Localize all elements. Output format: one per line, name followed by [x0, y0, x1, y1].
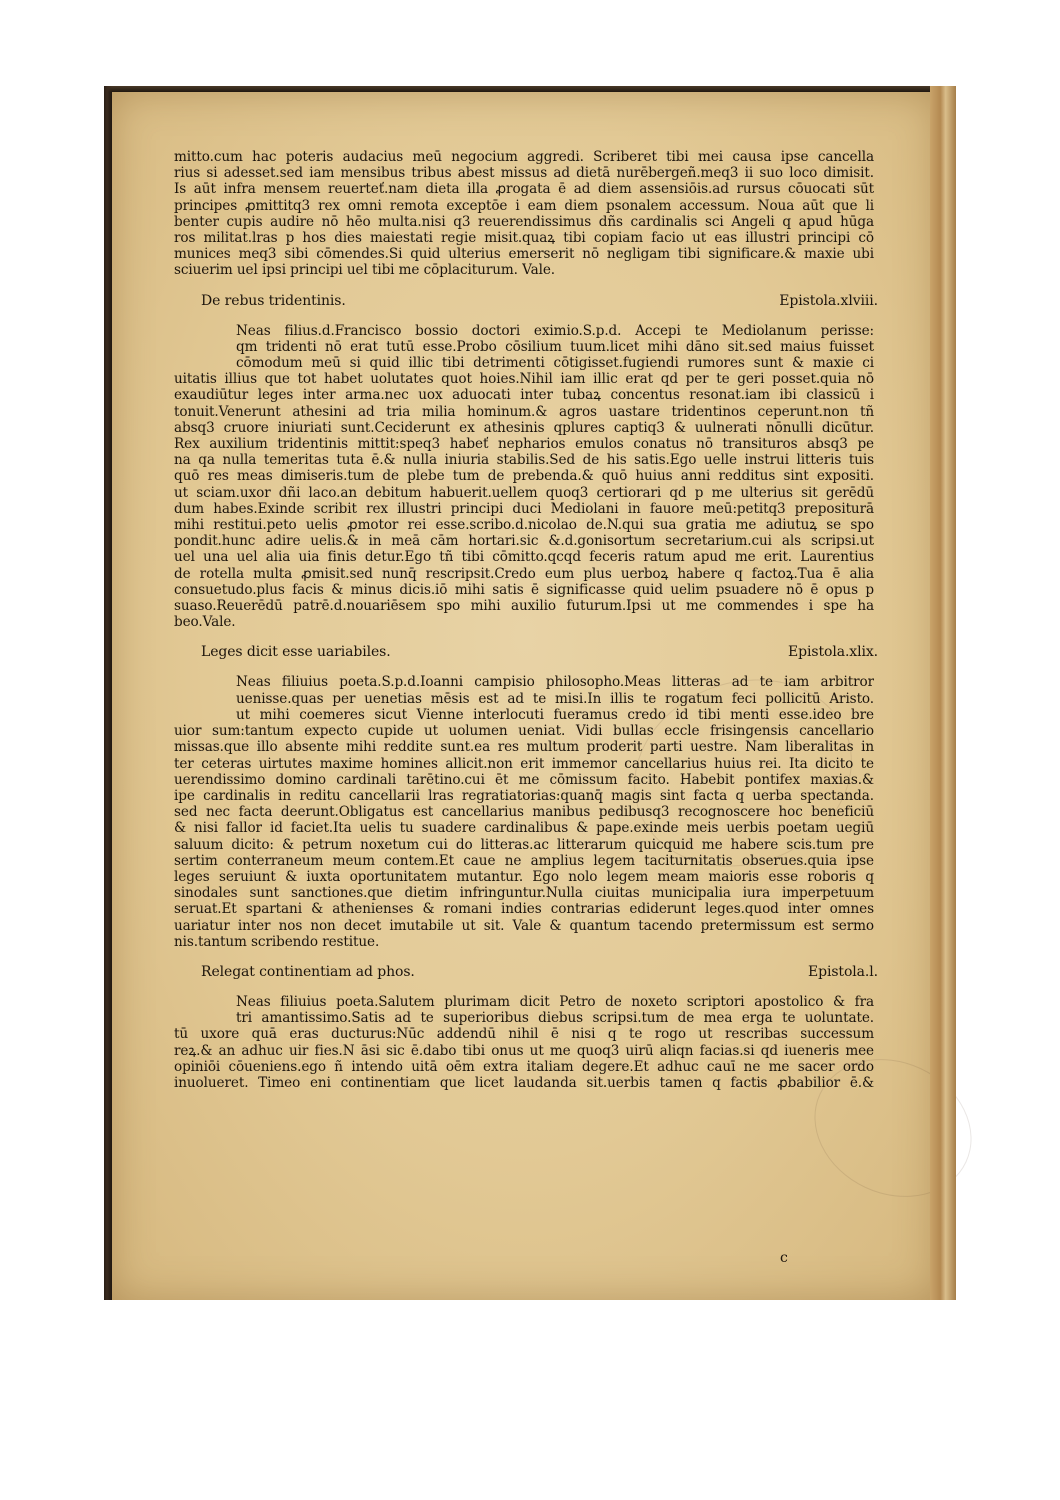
page-text	[174, 149, 878, 1091]
text-block-3b	[174, 723, 874, 950]
text-line: ut sciam.uxor dñi laco.an debitum habuerit.uellem quoq3 certiorari qd p me ulterius sit gerēdū	[174, 484, 874, 501]
text-line: ut mihi coemeres sicut Vienne interlocuti fueramus credo id tibi menti esse.ideo bre	[236, 706, 874, 723]
text-line: ipe cardinalis in reditu cancellarii lras regratiatorias:quanq̄ magis sint facta q uerba spectanda.	[174, 787, 874, 804]
text-line: mitto.cum hac poteris audacius meū negocium aggredi. Scriberet tibi mei causa ipse cancella	[174, 149, 874, 165]
text-line: inuolueret. Timeo eni continentiam que licet laudanda sit.uerbis tamen q factis ꝓbabilior ē.&	[174, 1074, 874, 1091]
letter-number: Epistola.xlviii.	[779, 292, 878, 309]
text-line: absq3 cruore iniuriati sunt.Ceciderunt ex athesinis qplures captiq3 & uulnerati nōnulli dicūtur.	[174, 419, 874, 436]
text-line: rius si adesset.sed iam mensibus tribus abest missus ad dietā nurēbergeñ.meq3 ii suo loco dimisit.	[174, 165, 874, 182]
letter-heading	[174, 644, 878, 662]
text-line: uerendissimo domino cardinali tarētino.cui ēt me cōmissum facito. Habebit pontifex maxias.&	[174, 771, 874, 788]
text-line: pondit.hunc adire uelis.& in meā cām hortari.sic &.d.gonisortum secretarium.cui als scripsi.ut	[174, 533, 874, 550]
text-line: quō res meas dimiseris.tum de plebe tum de prebenda.& quō huius anni redditus sint expositi.	[174, 468, 874, 485]
text-line: opiniōi cōueniens.ego ñ intendo uitā oēm extra italiam degere.Et adhuc cauī ne me sacer ordo	[174, 1058, 874, 1075]
text-line: saluum dicito: & petrum noxetum cui do litteras.ac litterarum quicquid me habere scis.tum pre	[174, 836, 874, 853]
book-page	[112, 92, 936, 1300]
text-line: tri amantissimo.Satis ad te superioribus diebus scripsi.tum de mea erga te uoluntate.	[236, 1010, 874, 1027]
text-line: nis.tantum scribendo restitue.	[174, 933, 380, 950]
text-line: ter ceteras uirtutes maxime homines allicit.non erit immemor cancellarius huius rei. Ita dicito te	[174, 755, 874, 772]
letter-title: Relegat continentiam ad phos.	[201, 963, 415, 980]
text-line: exaudiūtur leges inter arma.nec uox aduocati inter tubaꝝ concentus resonat.iam ibi classicū i	[174, 387, 874, 404]
text-line: uariatur inter nos non decet imutabile ut sit. Vale & quantum tacendo pretermissum est sermo	[174, 917, 874, 934]
text-line: principes ꝓmittitq3 rex omni remota exceptōe i eam diem psonalem accessum. Noua aūt que li	[174, 197, 874, 214]
text-line: sed nec facta deerunt.Obligatus est cancellarius manibus pedibusq3 recognoscere hoc beneficiū	[174, 804, 874, 821]
text-line: reꝝ.& an adhuc uir fies.N āsi sic ē.dabo tibi onus ut me quoq3 uirū aliqn facias.si qd iueneris mee	[174, 1042, 874, 1059]
text-block-3	[174, 674, 874, 723]
text-line: cōmodum meū si quid illic tibi detrimenti cōtigisset.fugiendi rumores sunt & maxie ci	[236, 355, 874, 372]
text-line: sciuerim uel ipsi principi uel tibi me cōplaciturum. Vale.	[174, 262, 555, 279]
text-line: benter cupis audire nō hēo multa.nisi q3 reuerendissimus dñs cardinalis sci Angeli q apud hūga	[174, 213, 874, 230]
text-line: leges seruiunt & iuxta oportunitatem mutantur. Ego nolo legem meam maioris esse roboris q	[174, 868, 874, 885]
signature-mark: c	[780, 1250, 788, 1266]
text-line: beo.Vale.	[174, 614, 236, 631]
text-line: mihi restitui.peto uelis ꝓmotor rei esse.scribo.d.nicolao de.N.qui sua gratia me adiutuꝝ se spo	[174, 517, 874, 534]
text-block-2	[174, 323, 874, 372]
text-line: na qa nulla temeritas tuta ē.& nulla iniuria stabilis.Sed de his satis.Ego uelle instrui litteris tuis	[174, 452, 874, 469]
text-line: uior sum:tantum expecto cupide ut uolumen ueniat. Vidi bullas eccle frisingensis cancellario	[174, 723, 874, 740]
text-block-1	[174, 149, 874, 279]
text-line: dum habes.Exinde scribit rex illustri principi duci Mediolani in fauore meū:petitq3 prepositurā	[174, 500, 874, 517]
text-line: qm tridenti nō erat tutū esse.Probo cōsilium tuum.licet mihi dāno sit.sed maius fuisset	[236, 338, 874, 355]
text-line: Neas filius.d.Francisco bossio doctori eximio.S.p.d. Accepi te Mediolanum perisse:	[236, 322, 874, 339]
book-gutter	[930, 86, 956, 1300]
text-line: & nisi fallor id faciet.Ita uelis tu suadere cardinalibus & pape.exinde meis uerbis poetam uegiū	[174, 820, 874, 837]
text-line: sinodales sunt sanctiones.que dietim infringuntur.Nulla ciuitas municipalia iura imperpetuum	[174, 885, 874, 902]
text-line: ros militat.lras p hos dies maiestati regie misit.quaꝝ tibi copiam facio ut eas illustri principi cō	[174, 230, 874, 247]
text-line: tonuit.Venerunt athesini ad tria milia hominum.& agros uastare tridentinos ceperunt.non tñ	[174, 403, 874, 420]
letter-number: Epistola.xlix.	[788, 644, 878, 661]
text-line: tū uxore quā eras ducturus:Nūc addendū nihil ē nisi q te rogo ut rescribas successum	[174, 1026, 874, 1043]
text-line: suaso.Reuerēdū patrē.d.nouariēsem spo mihi auxilio futurum.Ipsi ut me commendes i spe ha	[174, 598, 874, 615]
text-line: sertim conterraneum meum contem.Et caue ne amplius legem taciturnitatis obserues.quia ipse	[174, 852, 874, 869]
text-block-4b	[174, 1026, 874, 1091]
letter-heading	[174, 963, 878, 982]
scan-background	[104, 86, 956, 1300]
letter-title: De rebus tridentinis.	[201, 292, 346, 309]
text-line: de rotella multa ꝓmisit.sed nunq̄ rescripsit.Credo eum plus uerboꝝ habere q factoꝝ.Tua ē alia	[174, 565, 874, 582]
text-line: Is aūt infra mensem reuerteť.nam dieta illa ꝓrogata ē ad diem assensiōis.ad rursus cōuocati sūt	[174, 181, 874, 198]
letter-heading	[174, 292, 878, 311]
letter-title: Leges dicit esse uariabiles.	[201, 644, 391, 661]
text-block-2b	[174, 371, 874, 630]
text-line: Neas filiuius poeta.Salutem plurimam dicit Petro de noxeto scriptori apostolico & fra	[236, 993, 874, 1010]
text-line: consuetudo.plus facis & minus dicis.iō mihi satis ē significasse quid uelim psuadere nō ē opus p	[174, 581, 874, 598]
letter-number: Epistola.l.	[807, 963, 878, 980]
text-line: uel una uel alia uia finis detur.Ego tñ tibi cōmitto.qcqd feceris ratum apud me erit. Laurentius	[174, 549, 874, 566]
text-line: uenisse.quas per uenetias mēsis est ad te misi.In illis te rogatum feci pollicitū Aristo.	[236, 690, 874, 707]
text-line: missas.que illo absente mihi reddite sunt.ea res multum proderit parti uestre. Nam liberalitas in	[174, 739, 874, 756]
text-line: uitatis illius que tot habet uolutates quot hoies.Nihil iam illic erat qd per te geri posset.quia nō	[174, 371, 874, 388]
text-line: Neas filiuius poeta.S.p.d.Ioanni campisio philosopho.Meas litteras ad te iam arbitror	[236, 674, 874, 691]
text-line: seruat.Et spartani & athenienses & romani indies contrarias ediderunt leges.quod inter omnes	[174, 901, 874, 918]
text-line: munices meq3 sibi cōmendes.Si quid ulterius emerserit nō negligam tibi significare.& maxie ubi	[174, 246, 874, 263]
text-block-4	[174, 994, 874, 1026]
text-line: Rex auxilium tridentinis mittit:speq3 habeť nepharios emulos conatus nō transituros absq3 pe	[174, 436, 874, 453]
